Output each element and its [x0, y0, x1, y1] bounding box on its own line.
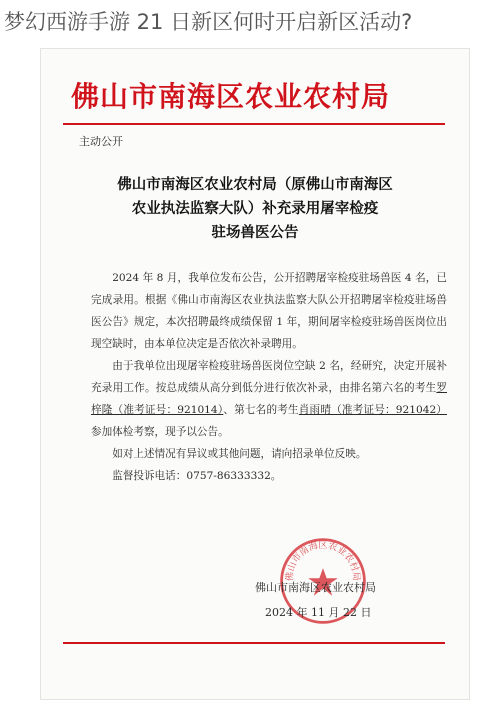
- disclosure-label: 主动公开: [79, 135, 123, 148]
- notice-title-line-2: 农业执法监察大队）补充录用屠宰检疫: [131, 200, 379, 217]
- seal-text: 佛山市南海区农业农村局: [284, 539, 362, 582]
- notice-document: [40, 48, 470, 700]
- paragraph-3: 如对上述情况有异议或其他问题，请向招录单位反映。: [112, 448, 367, 460]
- candidate-2: 肖雨晴（准考证号：921042）: [298, 404, 447, 416]
- notice-title-line-3: 驻场兽医公告: [211, 224, 299, 241]
- paragraph-4: 监督投诉电话：0757-86333332。: [112, 470, 282, 482]
- notice-title: [41, 173, 469, 245]
- paragraph-2: [91, 355, 447, 443]
- paragraph-2-part-b: 、第七名的考生: [223, 404, 299, 416]
- paragraph-2-part-a: 由于我单位出现屠宰检疫驻场兽医岗位空缺 2 名，经研究，决定开展补充录用工作。按总成绩从高分到低分进行依次补录，由排名第六名的考生: [91, 360, 447, 394]
- footer-red-rule: [63, 642, 445, 644]
- paragraph-1: 2024 年 8 月，我单位发布公告，公开招聘屠宰检疫驻场兽医 4 名，已完成录用。根据《佛山市南海区农业执法监察大队公开招聘屠宰检疫驻场兽医公告》规定，本次招聘最终成绩保留 1 年，期间屠宰检疫驻场兽医岗位出现空缺时，由本单位决定是否依次补录聘用。: [91, 272, 447, 350]
- notice-body: [91, 267, 447, 487]
- page-title: 梦幻西游手游 21 日新区何时开启新区活动?: [4, 10, 413, 34]
- paragraph-2-part-c: 参加体检考察，现予以公告。: [91, 426, 229, 438]
- candidate-1: 罗梓隆（准考证号：921014）: [91, 382, 447, 416]
- header-red-rule: [63, 123, 445, 125]
- document-header: 佛山市南海区农业农村局: [71, 80, 391, 113]
- signature-date: 2024 年 11 月 22 日: [265, 606, 372, 619]
- signature-organization: 佛山市南海区农业农村局: [255, 581, 376, 594]
- notice-title-line-1: 佛山市南海区农业农村局（原佛山市南海区: [117, 176, 393, 193]
